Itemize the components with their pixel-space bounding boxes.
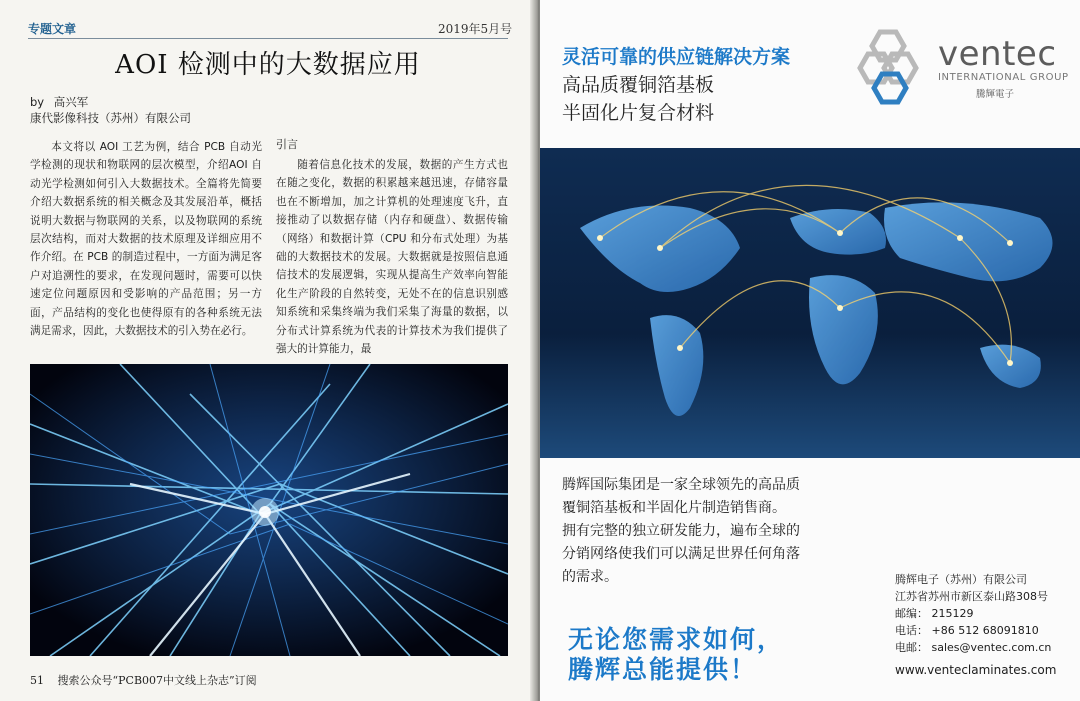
address-company: 腾辉电子（苏州）有限公司 [895,573,1027,586]
logo-wordmark: ventec [938,34,1057,74]
left-page [0,0,535,701]
logo-chinese-name: 騰輝電子 [976,89,1015,100]
ad-intro-line-5: 的需求。 [562,569,618,585]
ad-tagline-2: 腾辉总能提供！ [568,655,758,684]
intro-heading: 引言 [276,138,298,151]
page-footer [30,672,257,688]
network-photo [30,364,508,656]
world-map-image [540,148,1080,458]
ad-intro-line-1: 腾辉国际集团是一家全球领先的高品质 [562,477,800,493]
intro-text: 随着信息化技术的发展，数据的产生方式也在随之变化，数据的积累越来越迅速，存储容量也在不断增加，加之计算机的处理速度飞升，直接推动了以数据存储（内存和硬盘）、数据传输（网络）和数据计算（CPU 和分布式处理）为基础的大数据技术的发展。大数据就是按照信息通信技术的发展逻辑，实现从提高生产效率向智能化生产阶段的自然转变，无处不在的信息识别感知系统和采集终端为我们采集了海量的数据，以分布式计算系统为代表的计算技术为我们提供了强大的计算能力，最 [276,159,508,356]
logo-subtitle: INTERNATIONAL GROUP [938,72,1069,83]
issue-date: 2019年5月号 [438,22,513,36]
product-line-1: 高品质覆铜箔基板 [562,74,715,96]
byline-prefix: by [30,95,45,109]
author-name: 高兴军 [53,95,89,109]
author-company: 康代影像科技（苏州）有限公司 [30,111,191,125]
ad-slogan: 灵活可靠的供应链解决方案 [562,46,791,68]
address-email: 电邮： sales@ventec.com.cn [895,641,1052,654]
page-number: 51 [30,674,44,687]
ad-intro-line-4: 分销网络使我们可以满足世界任何角落 [562,546,800,562]
product-line-2: 半固化片复合材料 [562,102,715,124]
right-page-ad [540,0,1080,701]
ad-intro-line-2: 覆铜箔基板和半固化片制造销售商。 [562,500,786,516]
footer-note: 搜索公众号“PCB007中文线上杂志”订阅 [57,674,257,687]
address-phone: 电话： +86 512 68091810 [895,624,1039,637]
header-rule [28,38,508,39]
ad-intro-line-3: 拥有完整的独立研发能力，遍布全球的 [562,523,800,539]
article-title: AOI 检测中的大数据应用 [115,50,421,80]
website-url: www.venteclaminates.com [895,663,1057,677]
network-lines-graphic [30,364,508,656]
ventec-hexagon-logo-icon [852,28,932,108]
abstract-text: 本文将以 AOI 工艺为例，结合 PCB 自动光学检测的现状和物联网的层次模型，介绍AOI 自动光学检测如何引入大数据技术。全篇将先简要介绍大数据系统的相关概念及其发展沿革，概括说明大数据与物联网的关系，以及物联网的系统层次结构，而对大数据的技术原理及详细应用不作介绍。在 PCB 的制造过程中，一方面为满足客户对追溯性的要求，在发现问题时，需要可以快速定位问题原因和受影响的产品范围；另一方面，产品结构的变化也使得原有的各种系统无法满足需求，因此，大数据技术的引入势在必行。 [30,141,262,338]
byline [30,94,88,110]
ad-tagline-1: 无论您需求如何， [568,625,785,654]
address-postcode: 邮编： 215129 [895,607,974,620]
address-street: 江苏省苏州市新区泰山路308号 [895,590,1048,603]
section-tag: 专题文章 [28,22,77,36]
